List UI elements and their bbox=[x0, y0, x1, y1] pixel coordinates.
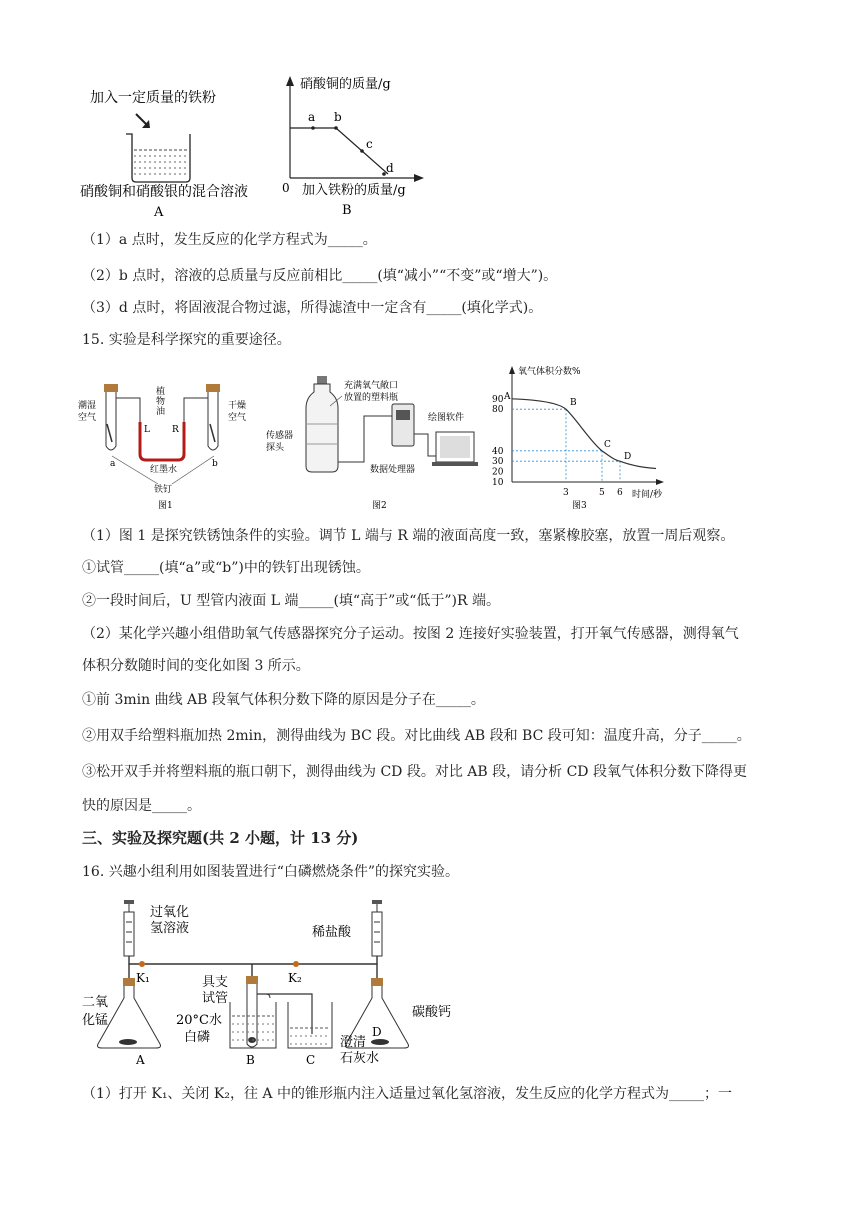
mno2-label-2: 化锰 bbox=[82, 1013, 109, 1028]
figure-3-plot bbox=[492, 365, 664, 500]
section-3-title: 三、实验及探究题(共 2 小题，计 13 分) bbox=[82, 829, 359, 847]
figure-a-beaker bbox=[76, 82, 276, 222]
fig3-y-tick-40: 40 bbox=[492, 446, 504, 457]
fig3-point-C: C bbox=[604, 439, 611, 450]
oil-label-2: 物 bbox=[156, 397, 166, 407]
q14-part1: （1）a 点时，发生反应的化学方程式为_____。 bbox=[82, 232, 377, 248]
label-c: C bbox=[306, 1053, 316, 1066]
mno2-label-1: 二氧 bbox=[82, 995, 109, 1010]
fig3-y-tick-10: 10 bbox=[492, 478, 504, 488]
red-ink-label: 红墨水 bbox=[150, 465, 178, 475]
bottle-label-1: 充满氧气敞口 bbox=[344, 381, 399, 391]
sensor-label-2: 探头 bbox=[266, 443, 285, 453]
side-tube-label-1: 具支 bbox=[202, 975, 229, 990]
water-label: 20°C水 bbox=[176, 1013, 222, 1028]
label-a: A bbox=[136, 1053, 145, 1066]
fig3-point-A: A bbox=[504, 391, 511, 402]
dry-air-label-2: 空气 bbox=[228, 413, 247, 423]
nail-a-icon bbox=[107, 424, 112, 442]
q15-part2-cont: 体积分数随时间的变化如图 3 所示。 bbox=[82, 658, 310, 674]
fig3-y-tick-30: 30 bbox=[492, 457, 504, 468]
h2o2-label-2: 氢溶液 bbox=[150, 921, 190, 936]
caco3-label: 碳酸钙 bbox=[412, 1005, 452, 1020]
fig3-x-tick-5: 5 bbox=[599, 488, 605, 498]
nail-label: 铁钉 bbox=[154, 485, 173, 495]
figure-3-caption: 图3 bbox=[572, 501, 587, 511]
q16-stem: 16. 兴趣小组利用如图装置进行“白磷燃烧条件”的探究实验。 bbox=[82, 864, 460, 880]
bottle-label-2: 放置的塑料瓶 bbox=[344, 393, 399, 403]
q15-part1-ii: ②一段时间后，U 型管内液面 L 端_____(填“高于”或“低于”)R 端。 bbox=[82, 593, 500, 609]
figure-2-sensor-setup bbox=[264, 374, 488, 512]
point-b bbox=[334, 126, 338, 130]
fig3-y-tick-80: 80 bbox=[492, 405, 504, 416]
q15-part2-ii: ②用双手给塑料瓶加热 2min，测得曲线为 BC 段。对比曲线 AB 段和 BC 段可知：温度升高，分子_____。 bbox=[82, 728, 751, 744]
figure-b-caption: B bbox=[342, 203, 352, 218]
k2-label: K₂ bbox=[288, 971, 302, 985]
software-label: 绘图软件 bbox=[428, 413, 465, 423]
fig3-y-label: 氧气体积分数% bbox=[518, 367, 581, 377]
fig3-x-arrow bbox=[656, 479, 664, 485]
q14-part2: （2）b 点时，溶液的总质量与反应前相比_____(填“减小”“不变”或“增大”)。 bbox=[82, 268, 558, 284]
point-c bbox=[360, 149, 364, 153]
r-end-label: R bbox=[172, 425, 179, 435]
figure-b-graph bbox=[280, 70, 440, 220]
stopper-right-icon bbox=[206, 384, 220, 392]
q15-part2-i: ①前 3min 曲线 AB 段氧气体积分数下降的原因是分子在_____。 bbox=[82, 692, 485, 708]
q15-part2: （2）某化学兴趣小组借助氧气传感器探究分子运动。按图 2 连接好实验装置，打开氧气传感器，测得氧气 bbox=[82, 626, 739, 642]
tube-a-label: a bbox=[110, 459, 116, 469]
point-b-label: b bbox=[334, 110, 342, 124]
tube-b-label: b bbox=[212, 459, 218, 469]
figure-3-oxygen-curve bbox=[490, 362, 690, 512]
q15-part2-iii: ③松开双手并将塑料瓶的瓶口朝下，测得曲线为 CD 段。对比 AB 段，请分析 CD 段氧气体积分数下降得更 bbox=[82, 764, 747, 780]
fig3-point-B: B bbox=[570, 398, 577, 409]
fig3-y-tick-90: 90 bbox=[492, 394, 504, 405]
fig3-x-tick-6: 6 bbox=[617, 488, 623, 498]
q15-part2-iv: 快的原因是_____。 bbox=[82, 798, 201, 814]
q15-part1-i: ①试管_____(填“a”或“b”)中的铁钉出现锈蚀。 bbox=[82, 560, 370, 576]
valve-k1-icon[interactable] bbox=[139, 961, 145, 967]
q15-part1: （1）图 1 是探究铁锈蚀条件的实验。调节 L 端与 R 端的液面高度一致，塞紧橡胶塞，放置一周后观察。 bbox=[82, 528, 735, 544]
figure-1-caption: 图1 bbox=[158, 501, 173, 511]
point-a-label: a bbox=[308, 110, 316, 124]
beaker-icon bbox=[126, 134, 190, 182]
oil-label-1: 植 bbox=[156, 387, 166, 397]
caco3-icon bbox=[371, 1039, 389, 1045]
k1-label: K₁ bbox=[136, 971, 150, 985]
h2o2-label-1: 过氧化 bbox=[150, 905, 190, 920]
figure-1-rust-experiment bbox=[76, 374, 276, 512]
label-d: D bbox=[372, 1025, 382, 1039]
syringe-left-icon bbox=[124, 912, 134, 956]
phosphorus-label: 白磷 bbox=[184, 1030, 211, 1045]
plastic-bottle-icon bbox=[306, 384, 338, 472]
q15-stem: 15. 实验是科学探究的重要途径。 bbox=[82, 332, 291, 348]
l-end-label: L bbox=[144, 425, 150, 435]
mno2-icon bbox=[119, 1039, 137, 1045]
wet-air-label-2: 空气 bbox=[78, 413, 97, 423]
fig3-x-tick-3: 3 bbox=[563, 488, 569, 498]
graph-b-y-label: 硝酸铜的质量/g bbox=[300, 77, 391, 92]
side-tube-label-2: 试管 bbox=[202, 991, 229, 1006]
label-b: B bbox=[246, 1053, 255, 1066]
nail-b-icon bbox=[210, 424, 215, 442]
graph-b-origin: 0 bbox=[282, 181, 290, 195]
hcl-label: 稀盐酸 bbox=[312, 925, 352, 940]
syringe-right-icon bbox=[372, 912, 382, 956]
fig3-y-tick-20: 20 bbox=[492, 467, 504, 478]
fig3-point-D: D bbox=[624, 452, 632, 463]
dry-air-label-1: 干燥 bbox=[228, 401, 247, 411]
figure-q16-apparatus bbox=[80, 898, 460, 1066]
beaker-c-icon bbox=[288, 1002, 332, 1048]
add-iron-label: 加入一定质量的铁粉 bbox=[90, 90, 216, 106]
figure-2-caption: 图2 bbox=[372, 501, 387, 511]
processor-label: 数据处理器 bbox=[370, 465, 416, 475]
graph-b-x-label: 加入铁粉的质量/g bbox=[302, 183, 406, 198]
q14-part3: （3）d 点时，将固液混合物过滤，所得滤渣中一定含有_____(填化学式)。 bbox=[82, 300, 543, 316]
limewater-label-1: 澄清 bbox=[340, 1035, 367, 1050]
bottle-cap-icon bbox=[317, 376, 327, 384]
wet-air-label-1: 潮湿 bbox=[78, 401, 97, 411]
graph-b-curve bbox=[290, 128, 388, 174]
fig3-x-label: 时间/秒 bbox=[632, 490, 663, 500]
valve-k2-icon[interactable] bbox=[293, 961, 299, 967]
q16-part1: （1）打开 K₁、关闭 K₂，往 A 中的锥形瓶内注入适量过氧化氢溶液，发生反应的化学方程式为_____；一 bbox=[82, 1086, 732, 1102]
oil-label-3: 油 bbox=[156, 407, 166, 417]
point-a bbox=[311, 126, 315, 130]
limewater-label-2: 石灰水 bbox=[340, 1051, 380, 1066]
point-c-label: c bbox=[366, 137, 373, 151]
sensor-label-1: 传感器 bbox=[266, 431, 294, 441]
fig3-y-arrow bbox=[509, 366, 515, 374]
figure-a-caption: A bbox=[154, 205, 164, 220]
point-d-label: d bbox=[386, 161, 394, 175]
stopper-left-icon bbox=[104, 384, 118, 392]
solution-label: 硝酸铜和硝酸银的混合溶液 bbox=[80, 184, 248, 200]
